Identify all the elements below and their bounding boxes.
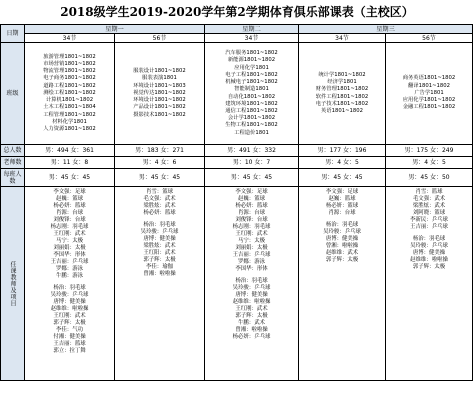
instructor-group xyxy=(25,285,114,355)
class-entry: 应用化学1801 xyxy=(234,64,269,71)
instructor-entry: 牛鹏：游泳 xyxy=(56,273,83,279)
instructor-entry: 梁胜炫：武术 xyxy=(412,203,446,209)
class-entry: 产品设计1801~1802 xyxy=(133,104,186,111)
instructor-entry: 李国华：形体 xyxy=(53,252,86,258)
teachers-label: 老师数 xyxy=(1,157,25,169)
class-entry: 人力资源1801~1802 xyxy=(43,125,96,132)
instructor-entry: 赵维维：武术 xyxy=(325,250,359,256)
instructor-entry: 赵巍：篮球 xyxy=(238,196,265,202)
instructor-entry: 刘俊锋：台球 xyxy=(235,217,268,223)
class-entry: 经济学1801 xyxy=(327,79,357,86)
instructor-entry: 吴玲骏：乒乓球 xyxy=(410,243,448,249)
instructor-entry: 牛鹏：武术 xyxy=(238,320,265,326)
class-entry: 翻译1801~1802 xyxy=(408,82,450,89)
class-entry: 商务英语1801~1802 xyxy=(402,75,456,82)
instructors-label-text: 任课教师及项目 xyxy=(9,260,16,307)
instructor-entry: 李国华：形体 xyxy=(235,266,268,272)
instructor-entry: 杨必妍：篮球 xyxy=(143,210,176,216)
class-entry: 测绘工程1801~1802 xyxy=(43,89,96,96)
instructors-row xyxy=(1,187,473,381)
per-class-wed-34: 男：45 女：45 xyxy=(299,169,386,187)
instructor-entry: 唐博：健美操 xyxy=(53,299,86,305)
instructor-entry: 王吉丽：乒乓球 xyxy=(410,224,448,230)
class-entry: 环境设计1801~1803 xyxy=(133,82,186,89)
instructor-entry: 梁胜炫：武术 xyxy=(143,243,176,249)
schedule-table xyxy=(0,24,473,381)
class-row xyxy=(1,43,473,145)
instructor-entry: 杨治：羽毛球 xyxy=(325,222,359,228)
class-entry: 服装设计1801~1802 xyxy=(133,68,186,75)
day-wednesday: 星期三 xyxy=(299,25,473,34)
instructor-entry: 付湘：健美操 xyxy=(53,334,86,340)
instructor-entry: 王吉丽：篮球 xyxy=(53,341,86,347)
instructor-entry: 王红刚：武术 xyxy=(53,231,86,237)
instructor-entry: 唐博：健美操 xyxy=(412,250,446,256)
instructors-label xyxy=(1,187,25,381)
teachers-mon-34: 男：11 女：8 xyxy=(25,157,115,169)
instructor-entry: 杨治：羽毛球 xyxy=(412,236,446,242)
class-entry: 建筑环境1801~1802 xyxy=(225,100,278,107)
instructors-mon-56 xyxy=(115,187,205,381)
instructor-entry: 梁胜炫：武术 xyxy=(143,203,176,209)
instructor-entry: 李文强：足球 xyxy=(235,189,268,195)
instructor-entry: 吴玲骏：乒乓球 xyxy=(323,229,361,235)
class-entry: 旅游管理1801~1802 xyxy=(43,53,96,60)
day-tuesday: 星期二 xyxy=(205,25,299,34)
class-entry: 自动化1801~1802 xyxy=(227,93,276,100)
instructor-entry: 罗娜：游泳 xyxy=(238,259,265,265)
class-entry: 财务管理1801~1802 xyxy=(315,86,369,93)
class-entry: 应用化学1801~1802 xyxy=(402,97,456,104)
instructor-entry: 罗娜：游泳 xyxy=(56,266,83,272)
class-entry: 服装表演1801 xyxy=(142,75,177,82)
period-header-row xyxy=(1,34,473,43)
instructor-entry: 郭子辉：太极 xyxy=(412,264,446,270)
instructor-group xyxy=(25,189,114,280)
class-entry: 英语1801~1802 xyxy=(321,107,363,114)
instructors-wed-34 xyxy=(299,187,386,381)
per-class-row xyxy=(1,169,473,187)
instructor-entry: 曾湘：啦啦操 xyxy=(325,243,359,249)
instructor-entry: 杨治：羽毛球 xyxy=(143,222,176,228)
total-mon-34: 男：494 女：361 xyxy=(25,145,115,157)
page-title: 2018级学生2019-2020学年第2学期体育俱乐部课表（主校区） xyxy=(60,5,414,19)
classes-tue-34 xyxy=(205,43,299,145)
class-entry: 智能制造1801 xyxy=(234,86,269,93)
instructor-entry: 李文强：足球 xyxy=(53,189,86,195)
instructor-entry: 肖雪：篮球 xyxy=(146,189,173,195)
class-label: 班级 xyxy=(1,43,25,145)
period-mon-56: 56节 xyxy=(115,34,205,43)
total-wed-34: 男：177 女：196 xyxy=(299,145,386,157)
instructor-entry: 杨必妍：篮球 xyxy=(53,203,86,209)
total-mon-56: 男：183 女：271 xyxy=(115,145,205,157)
period-tue-34: 34节 xyxy=(205,34,299,43)
class-entry: 工程造价1801 xyxy=(234,129,269,136)
instructor-entry: 唐博：健美操 xyxy=(325,236,359,242)
class-entry: 广告学1801 xyxy=(414,89,444,96)
class-entry: 电子商务1801~1802 xyxy=(43,75,96,82)
instructor-group xyxy=(115,189,204,217)
total-row xyxy=(1,145,473,157)
instructor-entry: 王吉丽：乒乓球 xyxy=(50,259,89,265)
instructor-entry: 杨治：羽毛球 xyxy=(53,285,86,291)
instructor-group xyxy=(205,189,298,273)
instructor-entry: 赵巍：篮球 xyxy=(328,196,356,202)
instructor-entry: 马宁：太极 xyxy=(56,238,83,244)
instructor-entry: 郭立：拉丁舞 xyxy=(53,348,86,354)
teachers-wed-34: 男：4 女：5 xyxy=(299,157,386,169)
instructor-group xyxy=(386,189,472,231)
instructor-entry: 王红刚：武术 xyxy=(235,306,268,312)
teachers-mon-56: 男：4 女：6 xyxy=(115,157,205,169)
instructor-group xyxy=(115,222,204,278)
class-entry: 电子技术1801~1802 xyxy=(315,100,369,107)
instructor-entry: 李佳：瑜伽 xyxy=(146,264,173,270)
instructor-entry: 王吉丽：乒乓球 xyxy=(232,252,271,258)
period-wed-56: 56节 xyxy=(386,34,473,43)
instructor-entry: 唐博：健美操 xyxy=(235,292,268,298)
instructor-entry: 赵维维：啦啦操 xyxy=(232,299,271,305)
instructor-entry: 肖源：台球 xyxy=(328,210,356,216)
instructor-group xyxy=(205,278,298,341)
instructor-entry: 杨必妍：篮球 xyxy=(325,203,359,209)
instructor-entry: 杨志刚：羽毛球 xyxy=(232,224,271,230)
class-entry: 生物工程1801~1802 xyxy=(225,122,278,129)
date-label: 日期 xyxy=(1,25,25,43)
instructor-entry: 毛文强：武术 xyxy=(143,196,176,202)
instructor-entry: 郭子辉：太极 xyxy=(143,257,176,263)
class-entry: 通信工程1801~1802 xyxy=(225,107,278,114)
class-entry: 材料化学1801 xyxy=(52,118,87,125)
total-tue-34: 男：491 女：332 xyxy=(205,145,299,157)
instructor-entry: 杨必妍：篮球 xyxy=(235,203,268,209)
instructor-entry: 杨治：羽毛球 xyxy=(235,278,268,284)
class-entry: 新能源1801~1802 xyxy=(227,57,276,64)
class-entry: 物流管理1801~1802 xyxy=(43,68,96,75)
instructor-entry: 曾湘：啦啦操 xyxy=(235,327,268,333)
instructor-entry: 肖源：台球 xyxy=(238,210,265,216)
total-label: 总人数 xyxy=(1,145,25,157)
class-entry: 摄影技术1801~1802 xyxy=(133,111,186,118)
instructor-entry: 杨志刚：羽毛球 xyxy=(50,224,89,230)
instructor-entry: 肖雪：篮球 xyxy=(415,189,443,195)
teachers-tue-34: 男：10 女：7 xyxy=(205,157,299,169)
instructor-entry: 郭子辉：太极 xyxy=(235,313,268,319)
instructor-entry: 毛文强：武术 xyxy=(412,196,446,202)
class-entry: 机械电子1801~1802 xyxy=(225,79,278,86)
instructor-group xyxy=(386,236,472,271)
instructors-tue-34 xyxy=(205,187,299,381)
class-entry: 工程管理1801~1802 xyxy=(43,111,96,118)
day-header-row xyxy=(1,25,473,34)
instructor-entry: 赵维维：啦啦操 xyxy=(410,257,448,263)
instructor-entry: 李新民：乒乓球 xyxy=(410,217,448,223)
instructor-entry: 赵巍：篮球 xyxy=(56,196,83,202)
instructor-entry: 吴玲骏：乒乓球 xyxy=(232,285,271,291)
per-class-label: 每班人数 xyxy=(1,169,25,187)
class-entry: 统计学1801~1802 xyxy=(318,71,366,78)
instructor-entry: 吴玲骏：乒乓球 xyxy=(140,229,179,235)
class-entry: 金融工程1801~1802 xyxy=(402,104,456,111)
instructor-entry: 马宁：太极 xyxy=(238,238,265,244)
instructor-entry: 赵维维：啦啦操 xyxy=(50,306,89,312)
instructors-mon-34 xyxy=(25,187,115,381)
class-entry: 土木工程1801~1804 xyxy=(43,104,96,111)
instructors-wed-56 xyxy=(386,187,473,381)
instructor-entry: 刘丽娟：太极 xyxy=(235,245,268,251)
instructor-entry: 唐博：健美操 xyxy=(143,236,176,242)
instructor-group xyxy=(299,222,385,264)
class-entry: 环境设计1801~1802 xyxy=(133,97,186,104)
per-class-mon-34: 男：45 女：45 xyxy=(25,169,115,187)
instructor-group xyxy=(299,189,385,217)
class-entry: 市场营销1801~1802 xyxy=(43,61,96,68)
day-monday: 星期一 xyxy=(25,25,205,34)
instructor-entry: 刘俊锋：台球 xyxy=(53,217,86,223)
instructor-entry: 王红刚：武术 xyxy=(235,231,268,237)
instructor-entry: 曾湘：啦啦操 xyxy=(143,271,176,277)
instructor-entry: 李佳：气功 xyxy=(56,327,83,333)
class-entry: 视觉传达1801~1802 xyxy=(133,89,186,96)
instructor-entry: 王红阳：武术 xyxy=(143,250,176,256)
per-class-wed-56: 男：45 女：50 xyxy=(386,169,473,187)
period-mon-34: 34节 xyxy=(25,34,115,43)
instructor-entry: 王红刚：武术 xyxy=(53,313,86,319)
total-wed-56: 男：175 女：249 xyxy=(386,145,473,157)
class-entry: 汽车服务1801~1802 xyxy=(225,50,278,57)
class-entry: 软件工程1801~1802 xyxy=(315,93,369,100)
per-class-tue-34: 男：45 女：45 xyxy=(205,169,299,187)
class-entry: 计算机1801~1802 xyxy=(45,97,94,104)
instructor-entry: 郭子辉：太极 xyxy=(53,320,86,326)
class-entry: 电子工程1801~1802 xyxy=(225,71,278,78)
classes-wed-34 xyxy=(299,43,386,145)
teachers-wed-56: 男：4 女：5 xyxy=(386,157,473,169)
instructor-entry: 郭子辉：太极 xyxy=(325,257,359,263)
classes-mon-34 xyxy=(25,43,115,145)
instructor-entry: 肖源：台球 xyxy=(56,210,83,216)
classes-mon-56 xyxy=(115,43,205,145)
instructor-entry: 杨必妍：乒乓球 xyxy=(232,334,271,340)
instructor-entry: 刘阿晓：篮球 xyxy=(412,210,446,216)
instructor-entry: 吴玲骏：乒乓球 xyxy=(50,292,89,298)
period-wed-34: 34节 xyxy=(299,34,386,43)
instructor-entry: 刘丽娟：太极 xyxy=(53,245,86,251)
classes-wed-56 xyxy=(386,43,473,145)
teachers-row xyxy=(1,157,473,169)
class-entry: 会计学1801~1802 xyxy=(227,115,276,122)
instructor-entry: 李文强：足球 xyxy=(325,189,359,195)
class-entry: 道路工程1801~1802 xyxy=(43,82,96,89)
per-class-mon-56: 男：45 女：45 xyxy=(115,169,205,187)
